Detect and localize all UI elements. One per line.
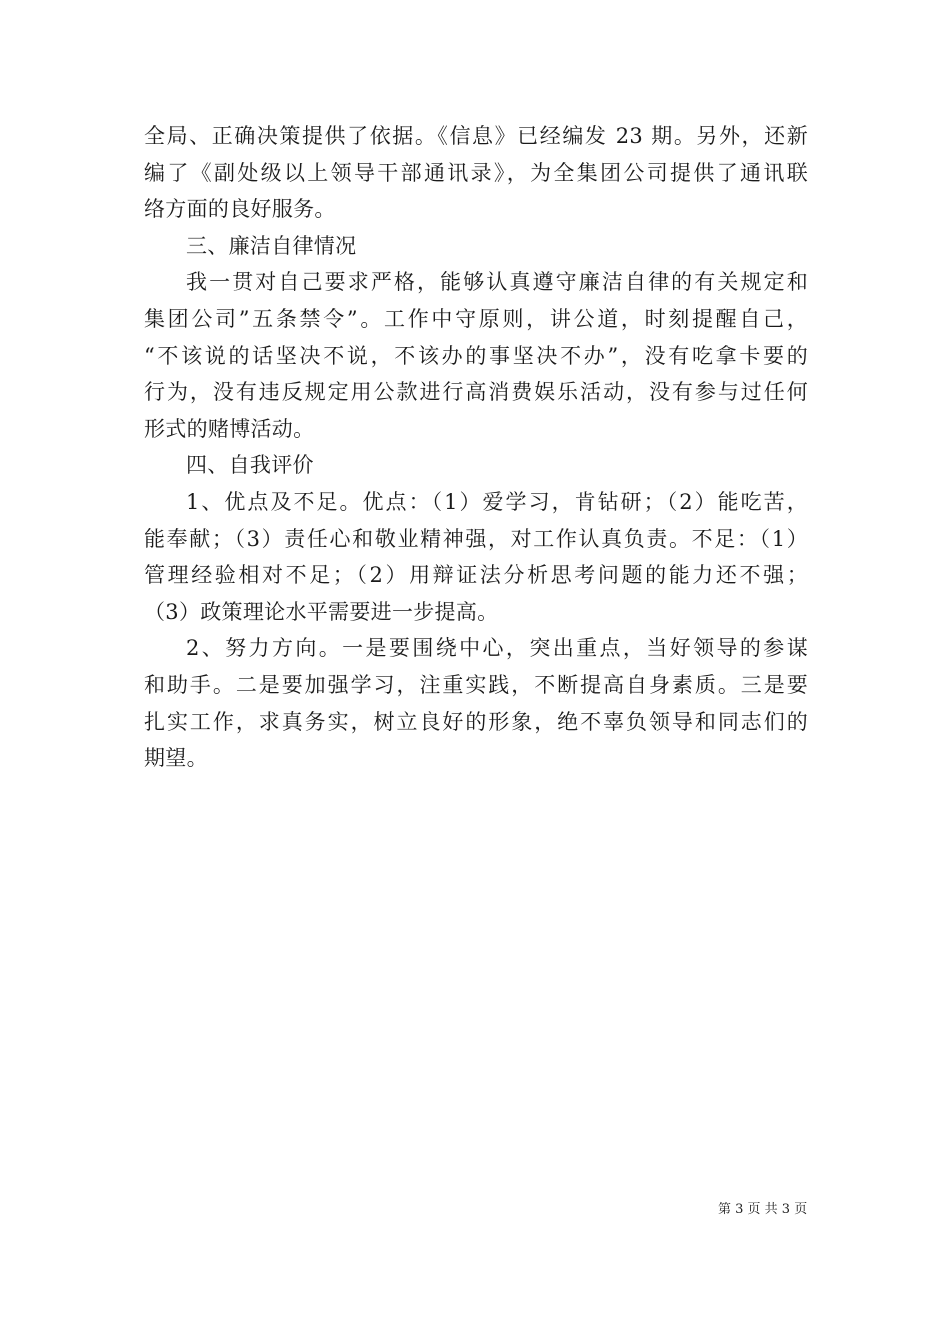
paragraph-strengths-weaknesses [144, 484, 808, 630]
text-line: 全局、正确决策提供了依据。《信息》已经编发 23 期。另外，还新 [144, 124, 808, 148]
text-line: 管理经验相对不足；（2）用辩证法分析思考问题的能力还不强； [144, 563, 808, 588]
text-line: 行为，没有违反规定用公款进行高消费娱乐活动，没有参与过任何 [144, 380, 808, 405]
heading-text: 四、自我评价 [186, 453, 314, 478]
paragraph-integrity [144, 264, 808, 447]
section-heading-integrity [144, 228, 808, 265]
text-line: “不该说的话坚决不说，不该办的事坚决不办”，没有吃拿卡要的 [144, 343, 808, 368]
section-heading-self-evaluation [144, 447, 808, 484]
paragraph-service-summary [144, 118, 808, 228]
text-line: 集团公司”五条禁令”。工作中守原则，讲公道，时刻提醒自己， [144, 306, 808, 331]
text-line: 编了《副处级以上领导干部通讯录》，为全集团公司提供了通讯联 [144, 160, 808, 185]
heading-text: 三、廉洁自律情况 [186, 233, 357, 258]
text-line: 1、优点及不足。优点：（1）爱学习，肯钻研；（2）能吃苦， [186, 489, 808, 514]
text-line: 和助手。二是要加强学习，注重实践，不断提高自身素质。三是要 [144, 672, 808, 697]
text-line: 2、努力方向。一是要围绕中心，突出重点，当好领导的参谋 [186, 636, 808, 661]
paragraph-direction [144, 630, 808, 776]
text-line: 期望。 [144, 746, 208, 771]
text-line: 能奉献；（3）责任心和敬业精神强，对工作认真负责。不足：（1） [144, 526, 808, 551]
text-line: 扎实工作，求真务实，树立良好的形象，绝不辜负领导和同志们的 [144, 709, 808, 734]
text-line: 我一贯对自己要求严格，能够认真遵守廉洁自律的有关规定和 [186, 270, 808, 295]
text-line: 形式的赌博活动。 [144, 416, 315, 441]
text-line: （3）政策理论水平需要进一步提高。 [144, 599, 499, 624]
text-line: 络方面的良好服务。 [144, 197, 336, 222]
page-number-footer: 第 3 页 共 3 页 [718, 1202, 808, 1217]
document-body [144, 118, 808, 777]
